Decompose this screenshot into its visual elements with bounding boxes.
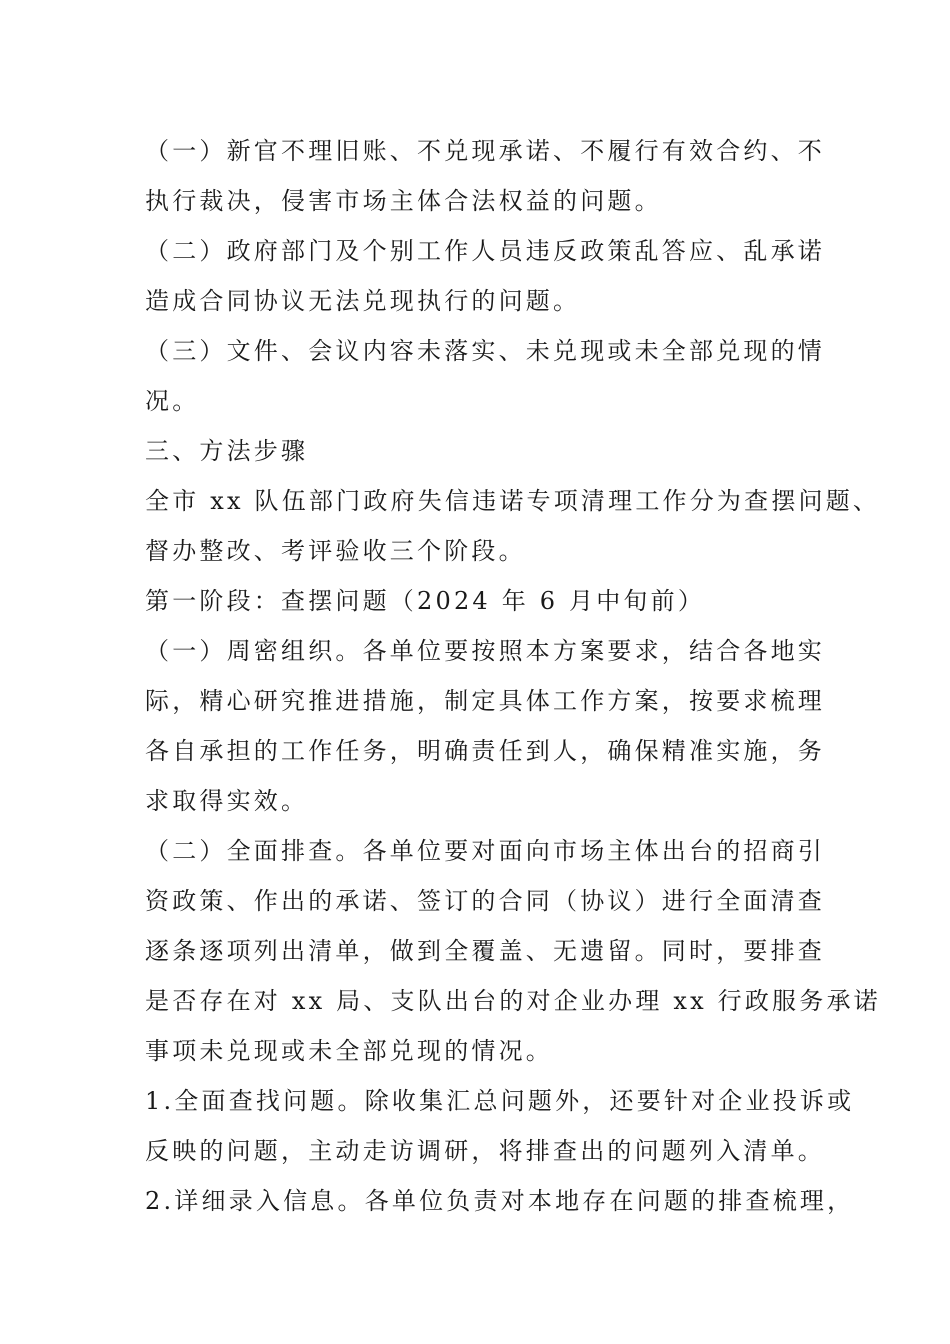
text-line: 2.详细录入信息。各单位负责对本地存在问题的排查梳理， (145, 1187, 855, 1215)
document-body (145, 126, 881, 1226)
heading-line: 三、方法步骤 (145, 437, 309, 465)
text-line: 执行裁决，侵害市场主体合法权益的问题。 (145, 187, 662, 215)
item-3-paragraph (145, 326, 835, 426)
text-line: 资政策、作出的承诺、签订的合同（协议）进行全面清查 (145, 887, 825, 915)
text-line: 反映的问题，主动走访调研，将排查出的问题列入清单。 (145, 1137, 825, 1165)
subitem-2-paragraph (145, 1176, 855, 1226)
text-line: 各自承担的工作任务，明确责任到人，确保精准实施，务 (145, 737, 825, 765)
text-line: （二）政府部门及个别工作人员违反政策乱答应、乱承诺 (145, 237, 825, 265)
text-line: 事项未兑现或未全部兑现的情况。 (145, 1037, 553, 1065)
heading-line: 第一阶段：查摆问题（2024 年 6 月中旬前） (145, 587, 706, 615)
text-line: （三）文件、会议内容未落实、未兑现或未全部兑现的情 (145, 337, 825, 365)
text-line: 况。 (145, 387, 200, 415)
phase-1-item-2-paragraph (145, 826, 881, 1076)
text-line: （一）新官不理旧账、不兑现承诺、不履行有效合约、不 (145, 137, 825, 165)
phase-1-item-1-paragraph (145, 626, 835, 826)
text-line: 督办整改、考评验收三个阶段。 (145, 537, 526, 565)
text-line: 1.全面查找问题。除收集汇总问题外，还要针对企业投诉或 (145, 1087, 855, 1115)
text-line: （一）周密组织。各单位要按照本方案要求，结合各地实 (145, 637, 825, 665)
text-line: 是否存在对 xx 局、支队出台的对企业办理 xx 行政服务承诺 (145, 987, 881, 1015)
text-line: 逐条逐项列出清单，做到全覆盖、无遗留。同时，要排查 (145, 937, 825, 965)
text-line: 造成合同协议无法兑现执行的问题。 (145, 287, 581, 315)
text-line: （二）全面排查。各单位要对面向市场主体出台的招商引 (145, 837, 825, 865)
item-1-paragraph (145, 126, 835, 226)
methods-intro-paragraph (145, 476, 881, 576)
item-2-paragraph (145, 226, 835, 326)
section-heading-methods (145, 426, 835, 476)
text-line: 际，精心研究推进措施，制定具体工作方案，按要求梳理 (145, 687, 825, 715)
text-line: 全市 xx 队伍部门政府失信违诺专项清理工作分为查摆问题、 (145, 487, 881, 515)
phase-1-heading (145, 576, 835, 626)
subitem-1-paragraph (145, 1076, 855, 1176)
text-line: 求取得实效。 (145, 787, 309, 815)
